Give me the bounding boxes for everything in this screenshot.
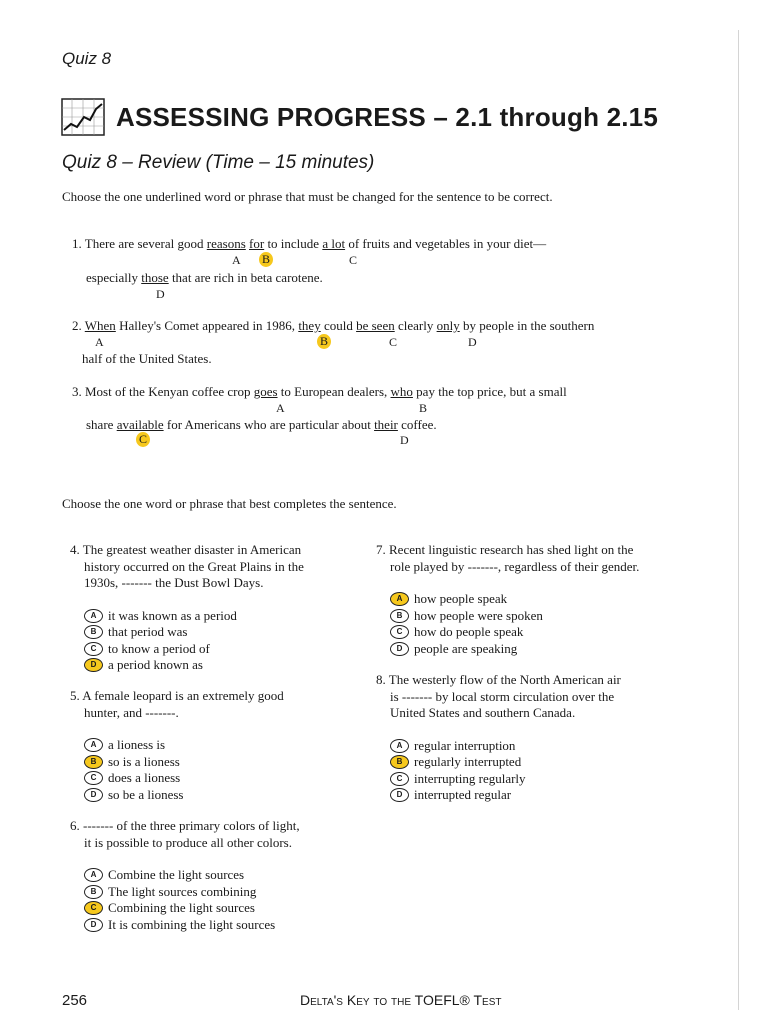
question-2-line-1: [72, 318, 594, 334]
sentence-text: for Americans who are particular about: [163, 417, 375, 432]
page-number: 256: [62, 992, 88, 1009]
answer-bubble-c[interactable]: C: [84, 771, 103, 785]
underlined-a: reasons: [206, 236, 246, 251]
book-title: Delta's Key to the TOEFL® Test: [300, 992, 502, 1008]
answer-bubble-b-selected[interactable]: B: [84, 755, 103, 769]
answer-bubble-b[interactable]: B: [84, 625, 103, 639]
option-text: it was known as a period: [108, 607, 237, 623]
option-text: a period known as: [108, 657, 203, 673]
answer-bubble-d-selected[interactable]: D: [84, 658, 103, 672]
underlined-c: available: [116, 417, 164, 432]
answer-bubble-a[interactable]: A: [84, 738, 103, 752]
option-text: how people were spoken: [414, 607, 543, 623]
sentence-text: could: [320, 318, 357, 333]
question-4: [70, 542, 360, 674]
option-text: interrupting regularly: [414, 770, 526, 786]
question-3-line-1: [72, 384, 567, 400]
question-stem-line: is ------- by local storm circulation over the: [390, 688, 615, 704]
sentence-text: pay the top price, but a small: [412, 384, 567, 399]
section1-instruction: Choose the one underlined word or phrase that must be changed for the sentence to be correct.: [62, 189, 553, 204]
answer-bubble-a[interactable]: A: [84, 609, 103, 623]
choice-letter-b-selected[interactable]: B: [317, 334, 331, 349]
option-text: The light sources combining: [108, 883, 257, 899]
answer-bubble-c[interactable]: C: [390, 772, 409, 786]
question-stem-line: 1930s, ------- the Dust Bowl Days.: [84, 575, 264, 590]
question-2-line-2: half of the United States.: [82, 351, 212, 366]
answer-bubble-c[interactable]: C: [390, 625, 409, 639]
option-text: how people speak: [414, 591, 508, 607]
choice-letter-c: C: [389, 335, 398, 349]
option-c[interactable]: [84, 900, 370, 917]
option-a[interactable]: [390, 738, 676, 755]
section2-instruction: Choose the one word or phrase that best completes the sentence.: [62, 496, 397, 511]
underlined-c: a lot: [322, 236, 346, 251]
option-d[interactable]: [84, 657, 360, 674]
question-stem-line: United States and southern Canada.: [390, 705, 576, 720]
question-1-line-1: [72, 236, 546, 252]
option-b[interactable]: [390, 754, 676, 771]
option-text: Combining the light sources: [108, 900, 255, 916]
option-d[interactable]: [84, 917, 370, 934]
choice-letter-a: A: [95, 335, 104, 349]
choice-letter-c-selected[interactable]: C: [136, 432, 150, 447]
underlined-b: for: [249, 236, 265, 251]
choice-letter-d: D: [468, 335, 477, 349]
option-text: so is a lioness: [108, 753, 180, 769]
question-stem-line: history occurred on the Great Plains in the: [84, 558, 304, 574]
option-d[interactable]: [84, 787, 360, 804]
answer-bubble-d[interactable]: D: [390, 642, 409, 656]
question-8: [376, 672, 676, 804]
question-stem-line: 6. ------- of the three primary colors of light,: [70, 818, 300, 833]
option-text: regular interruption: [414, 737, 516, 753]
option-b[interactable]: [84, 624, 360, 641]
answer-bubble-a[interactable]: A: [390, 739, 409, 753]
question-number: 2.: [72, 318, 82, 333]
answer-bubble-d[interactable]: D: [390, 788, 409, 802]
answer-bubble-b-selected[interactable]: B: [390, 755, 409, 769]
option-text: a lioness is: [108, 737, 166, 753]
underlined-b: who: [390, 384, 413, 399]
question-stem-line: 7. Recent linguistic research has shed light on the: [376, 542, 634, 557]
choice-letter-b-selected[interactable]: B: [259, 252, 273, 267]
sentence-text: share: [86, 417, 117, 432]
option-c[interactable]: [390, 771, 676, 788]
option-text: to know a period of: [108, 640, 210, 656]
option-c[interactable]: [84, 641, 360, 658]
question-1-line-2: [86, 270, 323, 286]
question-stem-line: hunter, and -------.: [84, 704, 179, 720]
option-text: does a lioness: [108, 770, 181, 786]
sentence-text: to European dealers,: [277, 384, 391, 399]
question-number: 3.: [72, 384, 82, 399]
line-chart-icon: [61, 98, 105, 136]
answer-bubble-b[interactable]: B: [390, 609, 409, 623]
answer-bubble-a-selected[interactable]: A: [390, 592, 409, 606]
choice-letter-c: C: [349, 253, 358, 267]
page-edge: [738, 30, 739, 1010]
option-text: regularly interrupted: [414, 754, 522, 770]
underlined-d: their: [374, 417, 398, 432]
option-text: people are speaking: [414, 640, 518, 656]
question-6: [70, 818, 370, 933]
underlined-a: When: [84, 318, 116, 333]
choice-letter-d: D: [400, 433, 409, 447]
sentence-text: clearly: [394, 318, 437, 333]
question-stem-line: role played by -------, regardless of their gender.: [390, 558, 640, 574]
option-b[interactable]: [390, 608, 676, 625]
underlined-b: they: [298, 318, 321, 333]
quiz-label: Quiz 8: [62, 49, 112, 68]
question-stem-line: 4. The greatest weather disaster in American: [70, 542, 302, 557]
sentence-text: Most of the Kenyan coffee crop: [85, 384, 254, 399]
underlined-c: be seen: [356, 318, 395, 333]
option-d[interactable]: [390, 787, 676, 804]
answer-bubble-c-selected[interactable]: C: [84, 901, 103, 915]
question-stem-line: 8. The westerly flow of the North American air: [376, 672, 621, 687]
question-3-line-2: [86, 417, 437, 433]
option-b[interactable]: [84, 754, 360, 771]
answer-bubble-a[interactable]: A: [84, 868, 103, 882]
option-a[interactable]: [390, 591, 676, 608]
option-text: It is combining the light sources: [108, 916, 276, 932]
question-stem-line: 5. A female leopard is an extremely good: [70, 688, 284, 703]
sentence-text: to include: [264, 236, 323, 251]
sentence-text: of fruits and vegetables in your diet—: [345, 236, 547, 251]
answer-bubble-c[interactable]: C: [84, 642, 103, 656]
choice-letter-a: A: [232, 253, 241, 267]
choice-letter-a: A: [276, 401, 285, 415]
option-text: Combine the light sources: [108, 867, 245, 883]
option-b[interactable]: [84, 884, 370, 901]
underlined-a: goes: [253, 384, 278, 399]
sentence-text: Halley's Comet appeared in 1986,: [115, 318, 299, 333]
sentence-text: There are several good: [84, 236, 207, 251]
option-a[interactable]: [84, 737, 360, 754]
question-7: [376, 542, 676, 657]
choice-letter-d: D: [156, 287, 165, 301]
sentence-text: coffee.: [397, 417, 437, 432]
option-text: how do people speak: [414, 624, 524, 640]
question-stem-line: it is possible to produce all other colors.: [84, 834, 292, 850]
underlined-d: those: [141, 270, 169, 285]
page-title: ASSESSING PROGRESS – 2.1 through 2.15: [116, 102, 658, 132]
option-a[interactable]: [84, 867, 370, 884]
sentence-text: by people in the southern: [459, 318, 595, 333]
option-c[interactable]: [390, 624, 676, 641]
option-c[interactable]: [84, 770, 360, 787]
sentence-text: that are rich in beta carotene.: [168, 270, 323, 285]
question-number: 1.: [72, 236, 82, 251]
option-text: that period was: [108, 624, 188, 640]
question-5: [70, 688, 360, 803]
answer-bubble-d[interactable]: D: [84, 788, 103, 802]
option-d[interactable]: [390, 641, 676, 658]
underlined-d: only: [436, 318, 460, 333]
option-a[interactable]: [84, 608, 360, 625]
option-text: so be a lioness: [108, 786, 184, 802]
choice-letter-b: B: [419, 401, 428, 415]
sentence-text: especially: [86, 270, 142, 285]
option-text: interrupted regular: [414, 787, 512, 803]
answer-bubble-b[interactable]: B: [84, 885, 103, 899]
answer-bubble-d[interactable]: D: [84, 918, 103, 932]
quiz-subtitle: Quiz 8 – Review (Time – 15 minutes): [62, 152, 375, 173]
